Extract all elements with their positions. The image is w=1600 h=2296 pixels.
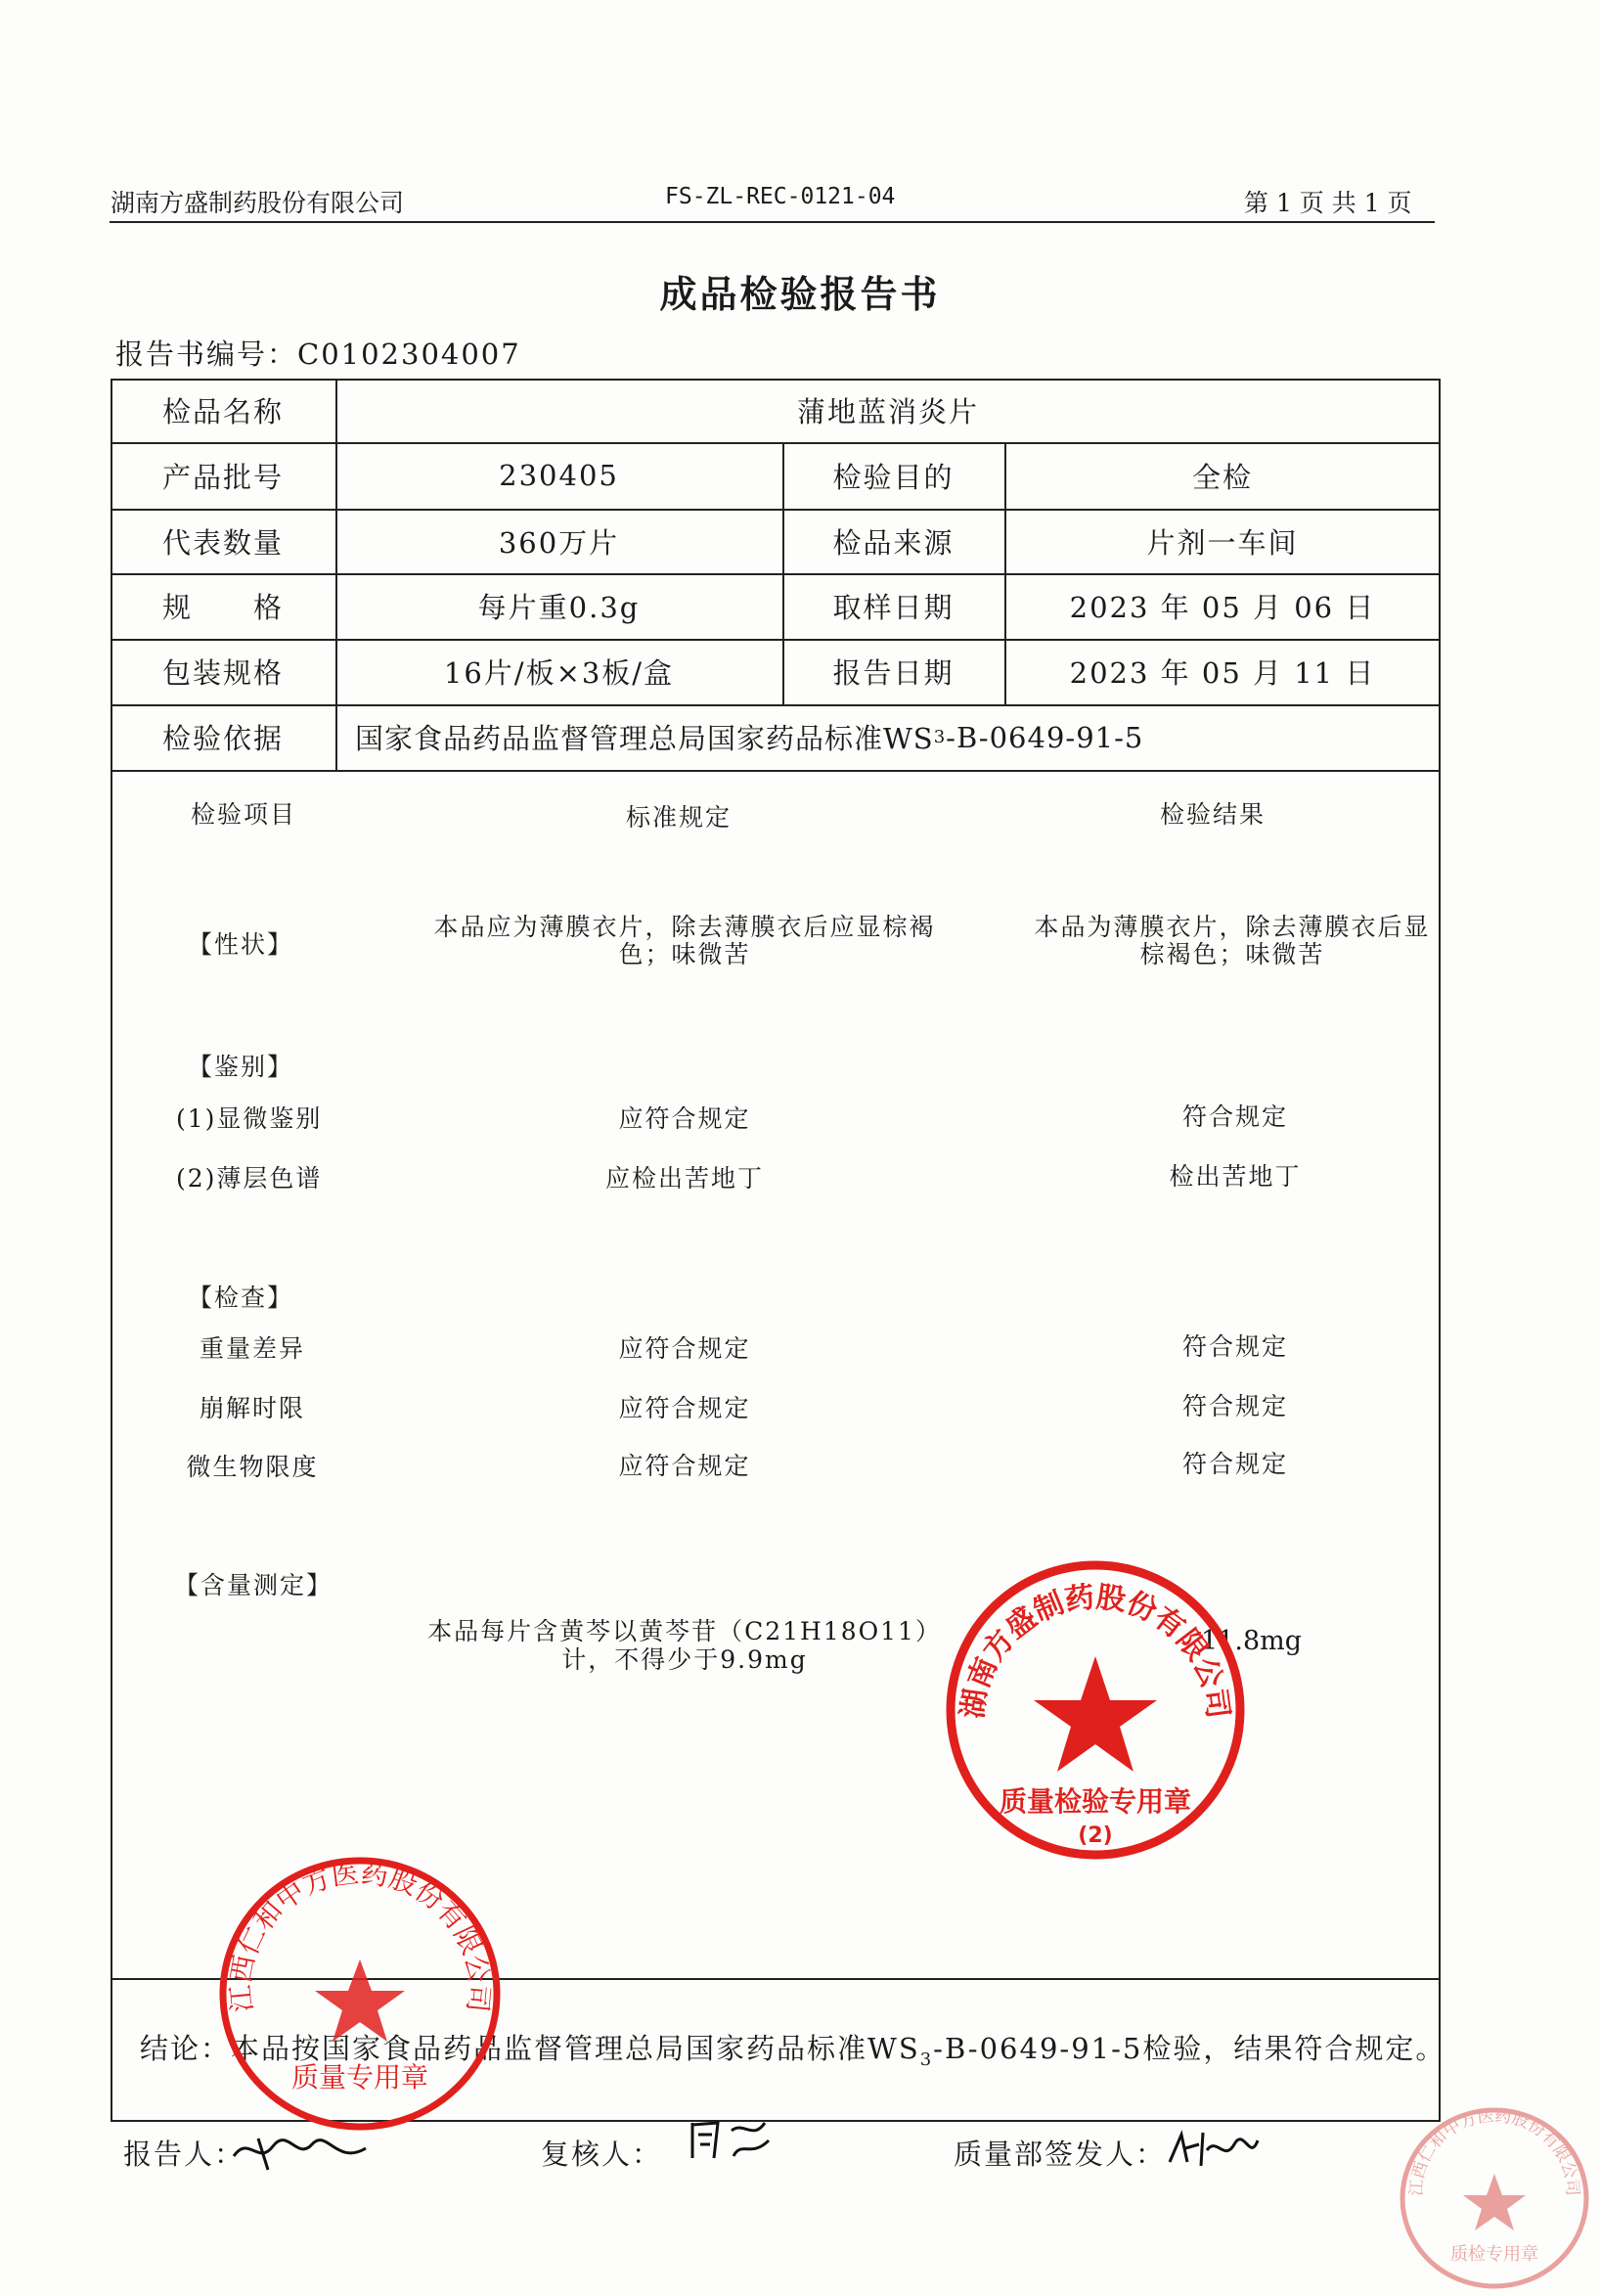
value-spec: 每片重0.3g [477, 591, 641, 624]
value-basis [355, 704, 1421, 770]
seal-3-subtitle: 质检专用章 [1450, 2244, 1538, 2265]
label-product-name: 检品名称 [161, 395, 284, 428]
basis-text: 国家食品药品监督管理总局国家药品标准WS [355, 722, 934, 755]
col-header-standard: 标准规定 [626, 803, 733, 832]
ident-item-1: (1)显微鉴别 [176, 1104, 323, 1133]
value-report-date: 2023 年 05 月 11 日 [1069, 656, 1376, 690]
inspect-standard-1: 应符合规定 [618, 1334, 751, 1363]
label-basis: 检验依据 [161, 722, 284, 755]
ident-result-1: 符合规定 [1181, 1103, 1288, 1131]
label-sample-date: 取样日期 [832, 591, 955, 624]
reporter-label: 报告人： [123, 2138, 245, 2171]
page-indicator: 第 1 页 共 1 页 [1244, 189, 1412, 217]
label-spec: 规 格 [161, 591, 284, 624]
col-header-item: 检验项目 [191, 800, 297, 829]
inspect-result-3: 符合规定 [1181, 1450, 1288, 1478]
label-source: 检品来源 [832, 525, 955, 560]
section-inspection: 【检查】 [188, 1283, 294, 1312]
conclusion-text: 本品按国家食品药品监督管理总局国家药品标准WS [231, 2032, 920, 2065]
properties-standard-line1: 本品应为薄膜衣片，除去薄膜衣后应显棕褐 [433, 913, 936, 941]
label-purpose: 检验目的 [832, 460, 955, 494]
ident-item-2: (2)薄层色谱 [176, 1164, 323, 1193]
col-header-result: 检验结果 [1160, 800, 1267, 829]
properties-result-line2: 棕褐色；味微苦 [1139, 940, 1325, 968]
seal-1-arc-text: 湖南方盛制药股份有限公司 [956, 1580, 1235, 1721]
value-purpose: 全检 [1191, 460, 1253, 494]
conclusion-prefix: 结论： [140, 2032, 232, 2065]
inspect-item-1: 重量差异 [199, 1334, 305, 1363]
inspect-standard-3: 应符合规定 [618, 1452, 751, 1480]
issuer-label: 质量部签发人： [954, 2138, 1167, 2171]
label-report-date: 报告日期 [832, 656, 955, 690]
inspect-item-2: 崩解时限 [199, 1394, 305, 1422]
assay-standard-line1: 本品每片含黄芩以黄芩苷（C21H18O11） [427, 1617, 942, 1645]
company-quality-seal [213, 1852, 507, 2136]
basis-tail: -B-0649-91-5 [946, 720, 1144, 754]
properties-result-line1: 本品为薄膜衣片，除去薄膜衣后显 [1034, 913, 1431, 941]
corner-seal [1397, 2105, 1592, 2291]
inspect-standard-2: 应符合规定 [618, 1394, 751, 1422]
assay-standard-line2: 计，不得少于9.9mg [561, 1645, 808, 1674]
basis-subscript: 3 [933, 727, 947, 747]
reviewer-signature [685, 2111, 773, 2179]
value-quantity: 360万片 [498, 525, 620, 560]
seal-1-subtitle: 质量检验专用章 [999, 1785, 1192, 1818]
seal-2-subtitle: 质量专用章 [290, 2061, 429, 2093]
value-batch: 230405 [499, 459, 619, 492]
inspect-result-1: 符合规定 [1181, 1332, 1288, 1361]
label-batch: 产品批号 [161, 460, 284, 494]
ident-standard-1: 应符合规定 [618, 1104, 751, 1133]
company-name: 湖南方盛制药股份有限公司 [111, 189, 405, 217]
inspect-result-2: 符合规定 [1181, 1392, 1288, 1420]
value-product-name: 蒲地蓝消炎片 [796, 395, 979, 428]
value-sample-date: 2023 年 05 月 06 日 [1069, 591, 1376, 624]
quality-inspection-seal [944, 1558, 1247, 1862]
row-divider [111, 770, 1441, 772]
seal-1-number: (2) [1078, 1823, 1113, 1848]
issuer-signature [1164, 2123, 1262, 2181]
ident-standard-2: 应检出苦地丁 [604, 1164, 764, 1193]
seal-2-arc-text: 江西仁和中方医药股份有限公司 [224, 1857, 496, 2014]
label-quantity: 代表数量 [161, 525, 284, 560]
value-source: 片剂一车间 [1146, 525, 1299, 560]
assay-result: 11.8mg [1201, 1626, 1303, 1656]
section-identification: 【鉴别】 [188, 1053, 294, 1081]
value-packaging: 16片/板×3板/盒 [443, 656, 675, 690]
label-packaging: 包装规格 [161, 656, 284, 690]
conclusion-tail: -B-0649-91-5检验，结果符合规定。 [933, 2032, 1446, 2065]
properties-standard-line2: 色；味微苦 [618, 940, 751, 968]
section-properties: 【性状】 [188, 930, 294, 959]
section-assay: 【含量测定】 [174, 1571, 333, 1599]
inspect-item-3: 微生物限度 [186, 1453, 319, 1481]
page-title: 成品检验报告书 [659, 273, 941, 316]
doc-code: FS-ZL-REC-0121-04 [665, 184, 896, 209]
header-rule [110, 221, 1435, 223]
ident-result-2: 检出苦地丁 [1169, 1162, 1302, 1191]
reviewer-label: 复核人： [541, 2138, 663, 2171]
seal-3-arc-text: 江西仁和中方医药股份有限公司 [1406, 2105, 1582, 2197]
conclusion-subscript: 3 [919, 2048, 934, 2070]
report-number: 报告书编号：C0102304007 [115, 338, 521, 371]
